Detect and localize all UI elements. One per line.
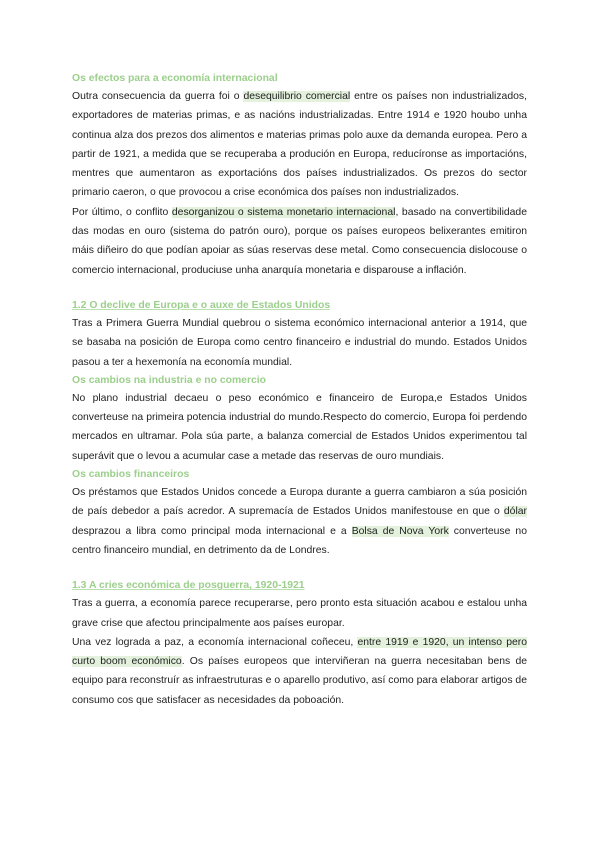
highlight-boom: entre 1919 e 1920, un intenso pero curto boom económico xyxy=(72,636,528,668)
highlight-trade-imbalance: desequilibrio comercial xyxy=(243,91,351,102)
paragraph-postwar-boom: Una vez lograda a paz, a economía internacional coñeceu, entre 1919 e 1920, un intenso pero curto boom económico. Os países europeos que interviñeran na guerra necesitaban bens de equipo para reconstruír as infraestruturas e o aparello produtivo, así como para elaborar artigos de consumo cos que satisfacer as necesidades da poboación. xyxy=(72,636,528,706)
heading-effects: Os efectos para a economía internacional xyxy=(72,73,278,84)
paragraph-trade-imbalance: Outra consecuencia da guerra foi o desequilibrio comercial entre os países non industrializados, exportadores de materias primas, e as nacións industrializadas. Entre 1914 e 1920 houbo unha continua alza dos prezos dos alimentos e materias primas polo auxe da demanda europea. Pero a partir de 1921, a medida que se recuperaba a produción en Europa, reducíronse as importacións, mentres que aumentaron as exportacións dos países industrializados. Os prezos do sector primario caeron, o que provocou a crise económica dos países non industrializados. xyxy=(72,91,527,199)
highlight-dollar: dólar xyxy=(503,506,527,518)
subheading-industry-commerce: Os cambios na industria e no comercio xyxy=(72,374,267,386)
heading-postwar-crisis: 1.3 A cries económica de posguerra, 1920-1921 xyxy=(72,580,305,592)
paragraph-monetary-system: Por último, o conflito desorganizou o sistema monetario internacional, basado na convertibilidade das modas en ouro (sistema do patrón ouro), porque os países europeos belixerantes emitiron máis diñeiro do que podían apoiar as súas reservas dese metal. Como consecuencia dislocouse o comercio internacional, produciuse unha anarquía monetaria e disparouse a inflación. xyxy=(72,206,527,276)
heading-europe-decline: 1.2 O declive de Europa e o auxe de Estados Unidos xyxy=(72,299,331,311)
subheading-financial-changes: Os cambios financeiros xyxy=(72,469,190,481)
paragraph-crisis-intro: Tras a guerra, a economía parece recuperarse, pero pronto esta situación acabou e estalou unha grave crise que afectou principalmente aos países europar. xyxy=(72,598,527,629)
highlight-ny-stock-exchange: Bolsa de Nova York xyxy=(351,525,449,537)
paragraph-financial-changes: Os préstamos que Estados Unidos concede a Europa durante a guerra cambiaron a súa posición de país debedor a país acredor. A supremacía de Estados Unidos manifestouse en que o dólar desprazou a libra como principal moda internacional e a Bolsa de Nova York converteuse no centro financeiro mundial, en detrimento da de Londres. xyxy=(72,487,527,556)
highlight-monetary-system: desorganizou o sistema monetario internacional xyxy=(171,206,396,218)
paragraph-industry-commerce: No plano industrial decaeu o peso económico e financeiro de Europa,e Estados Unidos converteuse na primeira potencia industrial do mundo.Respecto do comercio, Europa foi perdendo mercados en ultramar. Pola súa parte, a balanza comercial de Estados Unidos experimentou tal superávit que o levou a acumular case a metade das reservas de ouro mundiais. xyxy=(72,392,527,462)
paragraph-system-collapse: Tras a Primera Guerra Mundial quebrou o sistema económico internacional anterior a 1914, que se basaba na posición de Europa como centro financeiro e industrial do mundo. Estados Unidos pasou a ter a hexemonía na economía mundial. xyxy=(72,317,527,368)
